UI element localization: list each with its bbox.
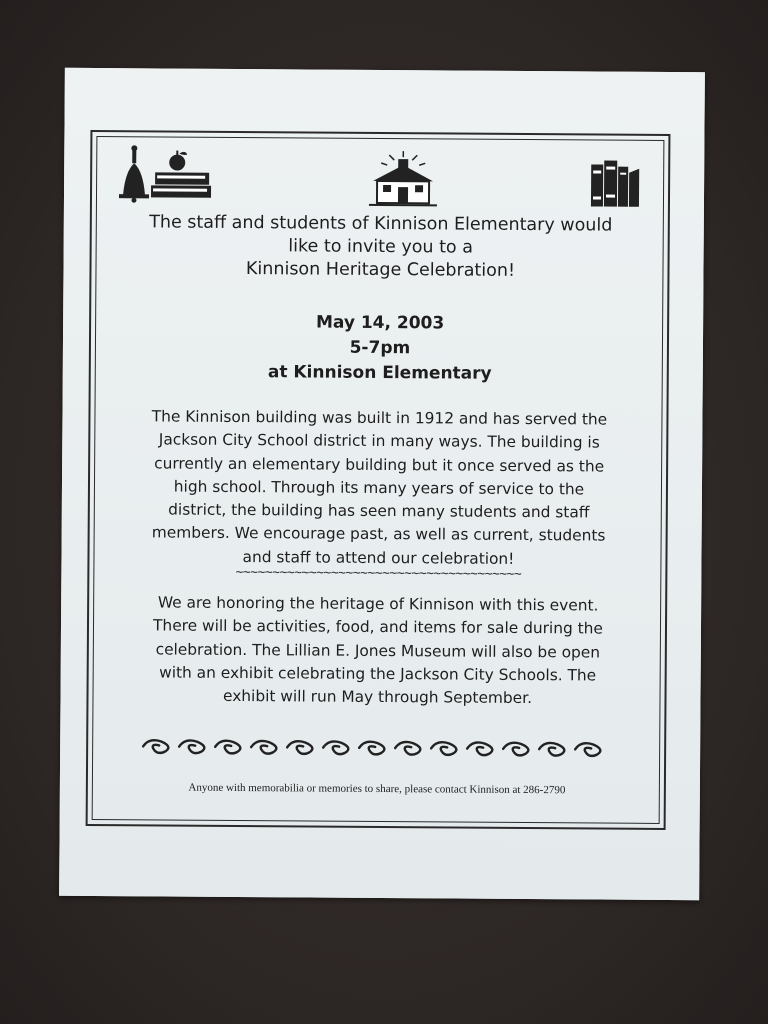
tilde-divider: ~~~~~~~~~~~~~~~~~~~~~~~~~~~~~~~~~~~~~~~ <box>235 564 522 582</box>
event-time: 5-7pm <box>349 337 411 359</box>
paragraph-line: Jackson City School district in many ways. The building is <box>158 430 600 452</box>
contact-footer: Anyone with memorabilia or memories to share, please contact Kinnison at 286-2790 <box>188 781 566 797</box>
paragraph-line: and staff to attend our celebration! <box>242 547 515 568</box>
paragraph-line: district, the building has seen many students and staff <box>168 500 590 522</box>
bell-and-books-icon <box>113 145 213 206</box>
paragraph-line: There will be activities, food, and items for sale during the <box>153 616 603 638</box>
history-paragraph <box>100 405 657 572</box>
double-border-frame <box>86 130 671 830</box>
paragraph-line: exhibit will run May through September. <box>222 687 533 708</box>
honoring-paragraph <box>99 591 656 711</box>
inner-border <box>92 136 665 824</box>
swirl-divider <box>139 735 615 760</box>
paragraph-line: members. We encourage past, as well as current, students <box>151 523 606 546</box>
intro-line: The staff and students of Kinnison Elementary would <box>149 212 613 236</box>
paragraph-line: high school. Through its many years of service to the <box>173 477 585 499</box>
schoolhouse-icon <box>367 149 439 208</box>
event-details <box>96 309 665 388</box>
books-icon <box>589 158 641 208</box>
flyer-paper <box>59 68 705 900</box>
event-date: May 14, 2003 <box>315 312 445 334</box>
paragraph-line: with an exhibit celebrating the Jackson City Schools. The <box>159 663 597 685</box>
paragraph-line: The Kinnison building was built in 1912 and has served the <box>151 407 608 429</box>
event-location: at Kinnison Elementary <box>267 362 492 384</box>
paragraph-line: celebration. The Lillian E. Jones Museum will also be open <box>155 640 601 662</box>
paragraph-line: We are honoring the heritage of Kinnison with this event. <box>157 593 599 615</box>
intro-line: Kinnison Heritage Celebration! <box>245 259 516 281</box>
intro-line: like to invite you to a <box>288 236 474 258</box>
paragraph-line: currently an elementary building but it once served as the <box>154 454 605 476</box>
invitation-heading <box>96 211 664 284</box>
